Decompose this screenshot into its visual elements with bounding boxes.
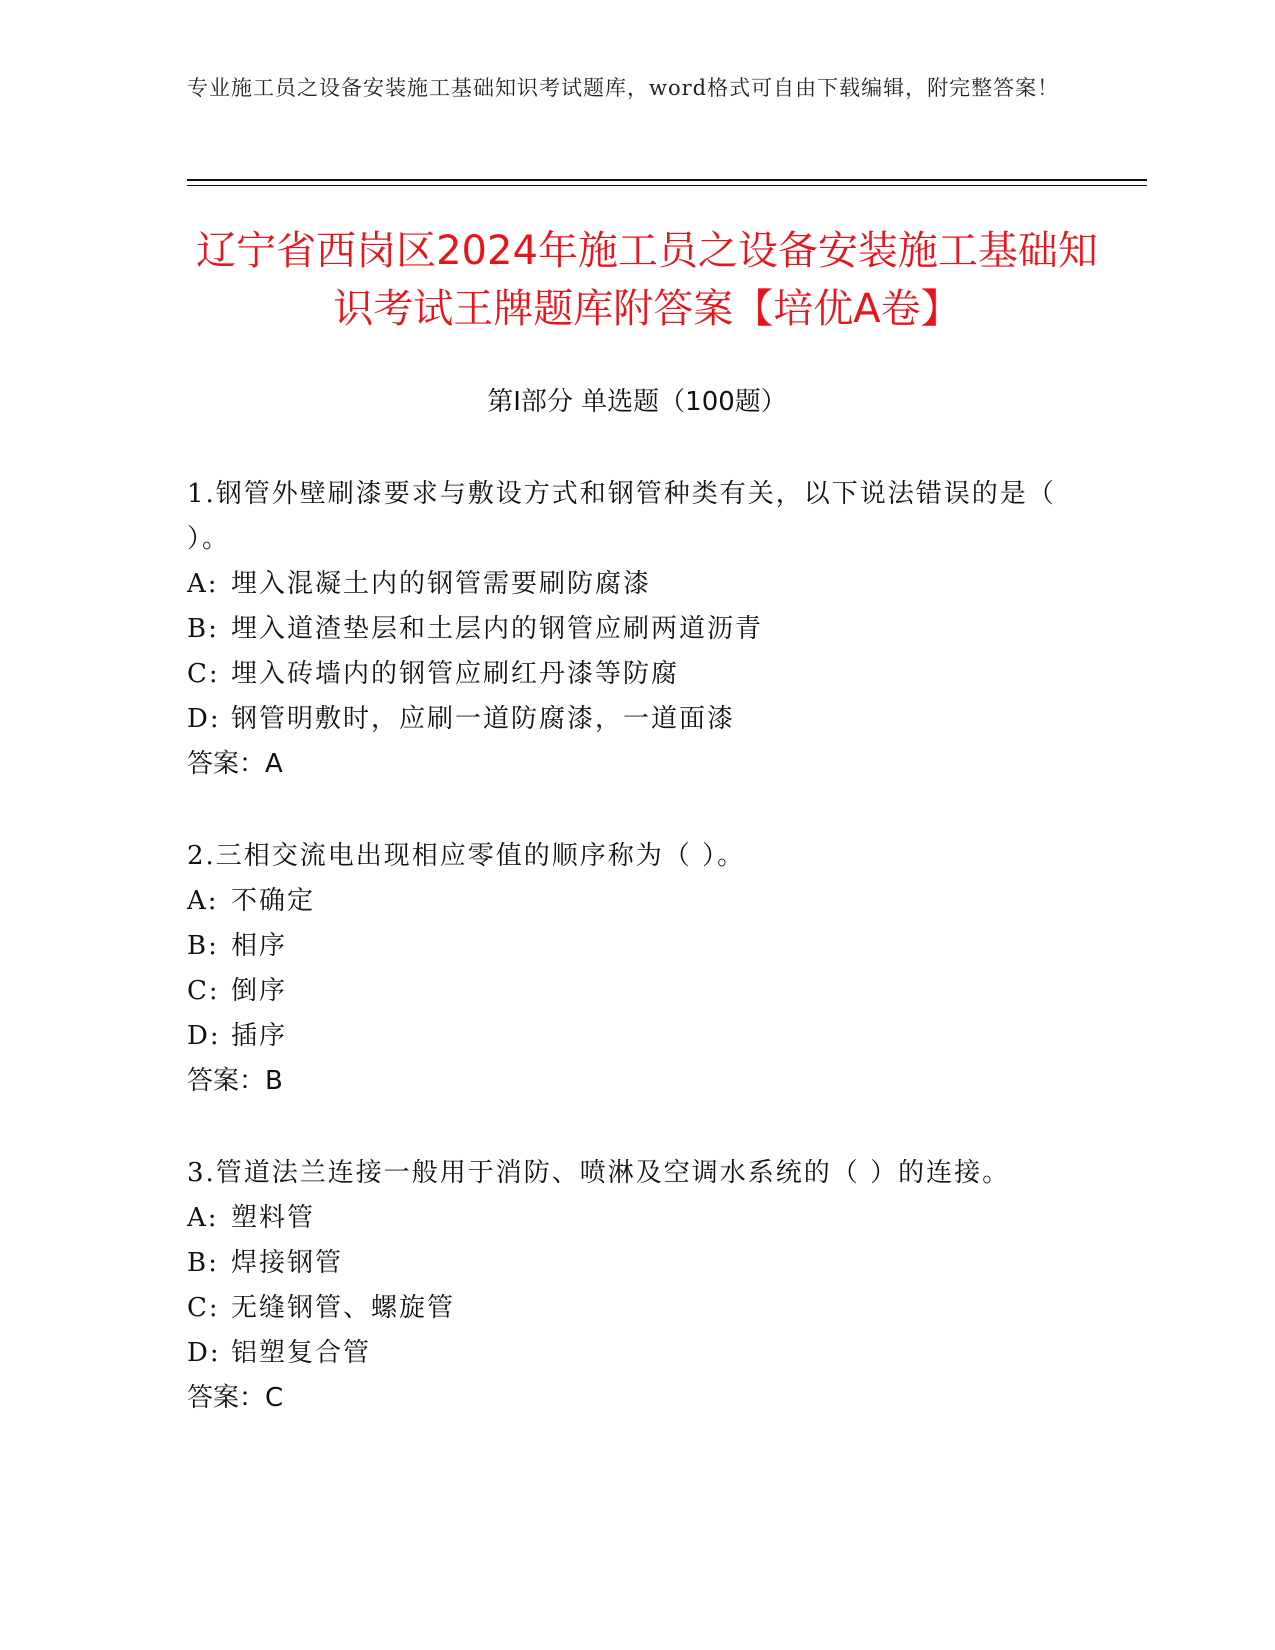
option-text: 插序 [231, 1021, 288, 1051]
option-letter: C: [187, 1293, 220, 1323]
option-text: 焊接钢管 [231, 1248, 344, 1278]
option-d [187, 1014, 1067, 1059]
question-stem: 3.管道法兰连接一般用于消防、喷淋及空调水系统的（ ）的连接。 [187, 1158, 1011, 1188]
option-a [187, 879, 1067, 924]
option-letter: D: [187, 1338, 221, 1368]
option-d [187, 697, 1067, 742]
option-b [187, 607, 1067, 652]
option-a [187, 1196, 1067, 1241]
option-letter: A: [187, 1203, 219, 1233]
option-text: 埋入混凝土内的钢管需要刷防腐漆 [231, 569, 652, 599]
option-c [187, 652, 1067, 697]
option-text: 无缝钢管、螺旋管 [231, 1293, 456, 1323]
option-text: 不确定 [231, 886, 316, 916]
option-text: 钢管明敷时，应刷一道防腐漆，一道面漆 [231, 704, 736, 734]
question-2 [187, 834, 1067, 1104]
option-text: 埋入道渣垫层和土层内的钢管应刷两道沥青 [231, 614, 764, 644]
option-a [187, 562, 1067, 607]
option-b [187, 1241, 1067, 1286]
section-heading: 第Ⅰ部分 单选题（100题） [487, 387, 787, 417]
option-letter: C: [187, 976, 220, 1006]
option-letter: C: [187, 659, 220, 689]
question-stem: 2.三相交流电出现相应零值的顺序称为（ ）。 [187, 841, 746, 871]
question-3 [187, 1151, 1067, 1421]
option-letter: A: [187, 569, 219, 599]
header-note: 专业施工员之设备安装施工基础知识考试题库，word格式可自由下载编辑，附完整答案！ [187, 76, 1060, 100]
answer-line: 答案：C [187, 1383, 284, 1413]
option-b [187, 924, 1067, 969]
option-d [187, 1331, 1067, 1376]
option-letter: A: [187, 886, 219, 916]
header-divider-thin [187, 185, 1147, 186]
option-text: 塑料管 [231, 1203, 316, 1233]
header-divider-thick [187, 179, 1147, 181]
option-text: 相序 [231, 931, 288, 961]
option-letter: B: [187, 1248, 219, 1278]
option-text: 铝塑复合管 [231, 1338, 372, 1368]
option-text: 埋入砖墙内的钢管应刷红丹漆等防腐 [231, 659, 680, 689]
option-letter: D: [187, 1021, 221, 1051]
question-stem: 1.钢管外壁刷漆要求与敷设方式和钢管种类有关，以下说法错误的是（ ）。 [187, 479, 1056, 554]
option-letter: B: [187, 614, 219, 644]
option-text: 倒序 [231, 976, 288, 1006]
document-title: 辽宁省西岗区2024年施工员之设备安装施工基础知识考试王牌题库附答案【培优A卷】 [196, 228, 1098, 332]
question-list [187, 472, 1067, 1468]
question-1 [187, 472, 1067, 787]
option-c [187, 1286, 1067, 1331]
option-c [187, 969, 1067, 1014]
answer-line: 答案：B [187, 1066, 283, 1096]
answer-line: 答案：A [187, 749, 283, 779]
option-letter: D: [187, 704, 221, 734]
option-letter: B: [187, 931, 219, 961]
